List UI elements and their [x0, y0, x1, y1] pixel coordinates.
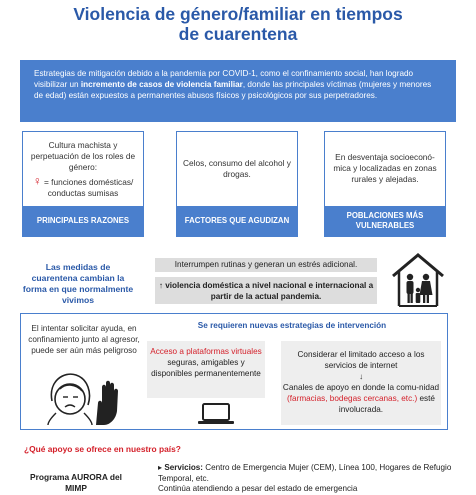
alone-warning-text: El intentar solicitar ayuda, en confinamiento junto al agresor, puede ser aún más peligroso — [28, 324, 140, 355]
card-reasons-note — [27, 176, 139, 199]
family-house-icon — [388, 250, 448, 310]
program-name: Programa AURORA del MIMP — [30, 472, 122, 493]
new-strategies-heading: Se requieren nuevas estrategias de intervención — [197, 321, 387, 330]
card-reasons-note-text: = funciones domésticas/ conductas sumisas — [44, 177, 134, 198]
internet-text-1: Considerar el limitado acceso a los servicios de internet — [297, 350, 425, 370]
page-title — [0, 4, 476, 44]
services-text: Centro de Emergencia Mujer (CEM), Línea 100, Hogares de Refugio Temporal, etc. — [158, 463, 452, 483]
services-line-3: Continúa atendiendo a pesar del estado de emergencia — [158, 484, 358, 493]
platforms-box — [147, 341, 265, 398]
intro-panel — [20, 60, 456, 122]
internet-text-2a: Canales de apoyo en donde la comu-nidad — [282, 383, 440, 392]
internet-highlight: (farmacias, bodegas cercanas, etc.) — [287, 394, 418, 403]
down-arrow-icon: ↓ — [358, 372, 364, 381]
card-vulnerable-text: En desventaja socioeconó-mica y localizadas en zonas rurales y alejadas. — [333, 152, 437, 184]
services-label: Servicios: — [164, 463, 204, 472]
intro-text-bold: incremento de casos de violencia familiar — [80, 80, 243, 89]
interrupt-box: Interrumpen rutinas y generan un estrés adicional. — [155, 258, 377, 272]
card-factors-footer: FACTORES QUE AGUDIZAN — [177, 206, 297, 236]
internet-text-2b: esté involucrada. — [338, 394, 435, 414]
card-vulnerable — [324, 131, 446, 237]
intro-text-2: , donde las principales víctimas (mujeres y menores de edad) están expuestos a permanentes abusos físicos y psicológicos por sus perpetradores. — [34, 80, 432, 100]
title-line-2: de cuarentena — [178, 24, 298, 44]
card-reasons-body — [27, 140, 139, 199]
card-reasons — [22, 131, 144, 237]
services-item: ▸ Servicios: Centro de Emergencia Mujer (CEM), Línea 100, Hogares de Refugio Temporal, etc. — [158, 463, 452, 483]
card-vulnerable-footer: POBLACIONES MÁS VULNERABLES — [325, 206, 445, 236]
card-factors — [176, 131, 298, 237]
increase-text: violencia doméstica a nivel nacional e internacional a partir de la actual pandemia. — [165, 281, 374, 301]
laptop-icon — [196, 402, 236, 426]
venus-symbol-icon: ♀ — [32, 174, 42, 188]
internet-text-2 — [281, 382, 441, 415]
support-question: ¿Qué apoyo se ofrece en nuestro país? — [24, 444, 181, 454]
internet-box — [281, 341, 441, 425]
increase-box — [155, 277, 377, 304]
platforms-highlight: Acceso a plataformas virtuales — [150, 347, 262, 356]
woman-stop-hand-icon — [40, 367, 132, 425]
card-reasons-footer: PRINCIPALES RAZONES — [23, 206, 143, 236]
card-factors-text: Celos, consumo del alcohol y drogas. — [183, 158, 291, 179]
up-arrow-icon: ↑ — [158, 281, 163, 290]
platforms-text: seguras, amigables y disponibles permanentemente — [151, 358, 261, 378]
measures-text: Las medidas de cuarentena cambian la forma en que normalmente vivimos — [22, 262, 134, 305]
card-reasons-text: Cultura machista y perpetuación de los roles de género: — [30, 140, 136, 172]
intro-text-1: Estrategias de mitigación debido a la pandemia por COVID-1, como el confinamiento social, han logrado visibilizar un — [34, 69, 414, 89]
title-line-1: Violencia de género/familiar en tiempos — [73, 4, 403, 24]
